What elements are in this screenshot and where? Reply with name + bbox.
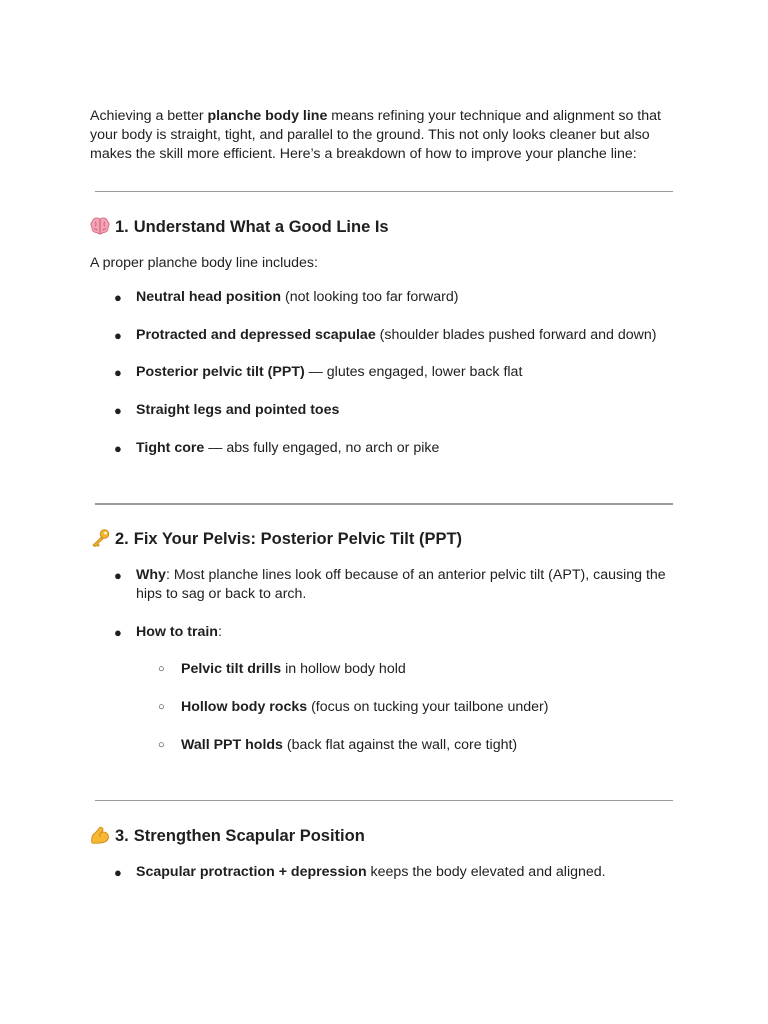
- intro-text-end: means refining your technique and alignment so that your body is straight, tight, and parallel to the ground. This not only looks cleaner but also makes the skill more efficient. Here’s a breakdown of how to improve your planche line:: [90, 108, 661, 162]
- list-item-text: (back flat against the wall, core tight): [282, 737, 518, 753]
- section-1-lead: A proper planche body line includes:: [90, 255, 318, 271]
- list-item-text: (focus on tucking your tailbone under): [307, 699, 549, 715]
- intro-bold-term: planche body line: [207, 108, 328, 124]
- intro-text-start: Achieving a better: [90, 108, 208, 124]
- list-item: [114, 863, 676, 882]
- list-item-bold: Wall PPT holds: [181, 737, 283, 753]
- list-item: [114, 439, 676, 458]
- bullet-marker: ●: [114, 625, 122, 640]
- list-item-bold: Posterior pelvic tilt (PPT): [136, 364, 305, 380]
- list-item: [114, 326, 676, 345]
- section-divider: [95, 503, 673, 505]
- list-item-text: keeps the body elevated and aligned.: [366, 864, 606, 880]
- sub-bullet-marker: ○: [158, 663, 165, 675]
- bullet-marker: ●: [114, 365, 122, 380]
- sub-list-item: [158, 660, 681, 679]
- section-1-number: 1.: [115, 218, 129, 236]
- section-divider: [95, 800, 673, 801]
- list-item-bold: Why: [136, 567, 166, 583]
- list-item: [114, 288, 676, 307]
- sub-bullet-marker: ○: [158, 701, 165, 713]
- section-3-title: Strengthen Scapular Position: [133, 827, 365, 845]
- flexed-biceps-icon: [90, 826, 112, 844]
- list-item: [114, 623, 676, 642]
- list-item-text: :: [217, 624, 222, 640]
- section-2-heading: [90, 528, 462, 550]
- key-icon: [90, 529, 112, 547]
- list-item-bold: Neutral head position: [136, 289, 282, 305]
- sub-list-item: [158, 698, 681, 717]
- section-divider: [95, 191, 673, 192]
- list-item-text: (not looking too far forward): [281, 289, 459, 305]
- bullet-marker: ●: [114, 328, 122, 343]
- bullet-marker: ●: [114, 568, 122, 583]
- section-1-heading: [90, 216, 389, 238]
- bullet-marker: ●: [114, 441, 122, 456]
- section-3-number: 3.: [115, 827, 129, 845]
- list-item-bold: Tight core: [136, 440, 205, 456]
- brain-icon: [90, 217, 112, 235]
- list-item-text: in hollow body hold: [281, 661, 406, 677]
- section-2-title: Fix Your Pelvis: Posterior Pelvic Tilt (PPT): [133, 530, 463, 548]
- list-item-bold: How to train: [136, 624, 218, 640]
- list-item: [114, 566, 676, 604]
- list-item: [114, 363, 676, 382]
- list-item-text: — glutes engaged, lower back flat: [304, 364, 523, 380]
- list-item-text: (shoulder blades pushed forward and down): [375, 327, 657, 343]
- list-item: [114, 401, 676, 420]
- bullet-marker: ●: [114, 403, 122, 418]
- section-2-number: 2.: [115, 530, 129, 548]
- list-item-text: : Most planche lines look off because of an anterior pelvic tilt (APT), causing the hips to sag or back to arch.: [136, 567, 666, 602]
- list-item-bold: Scapular protraction + depression: [136, 864, 367, 880]
- list-item-bold: Straight legs and pointed toes: [136, 402, 340, 418]
- section-3-heading: [90, 825, 365, 847]
- list-item-bold: Pelvic tilt drills: [181, 661, 282, 677]
- list-item-bold: Protracted and depressed scapulae: [136, 327, 376, 343]
- list-item-bold: Hollow body rocks: [181, 699, 308, 715]
- sub-list-item: [158, 736, 681, 755]
- bullet-marker: ●: [114, 290, 122, 305]
- bullet-marker: ●: [114, 865, 122, 880]
- section-1-title: Understand What a Good Line Is: [133, 218, 389, 236]
- sub-bullet-marker: ○: [158, 739, 165, 751]
- list-item-text: — abs fully engaged, no arch or pike: [204, 440, 440, 456]
- intro-paragraph: [90, 107, 690, 164]
